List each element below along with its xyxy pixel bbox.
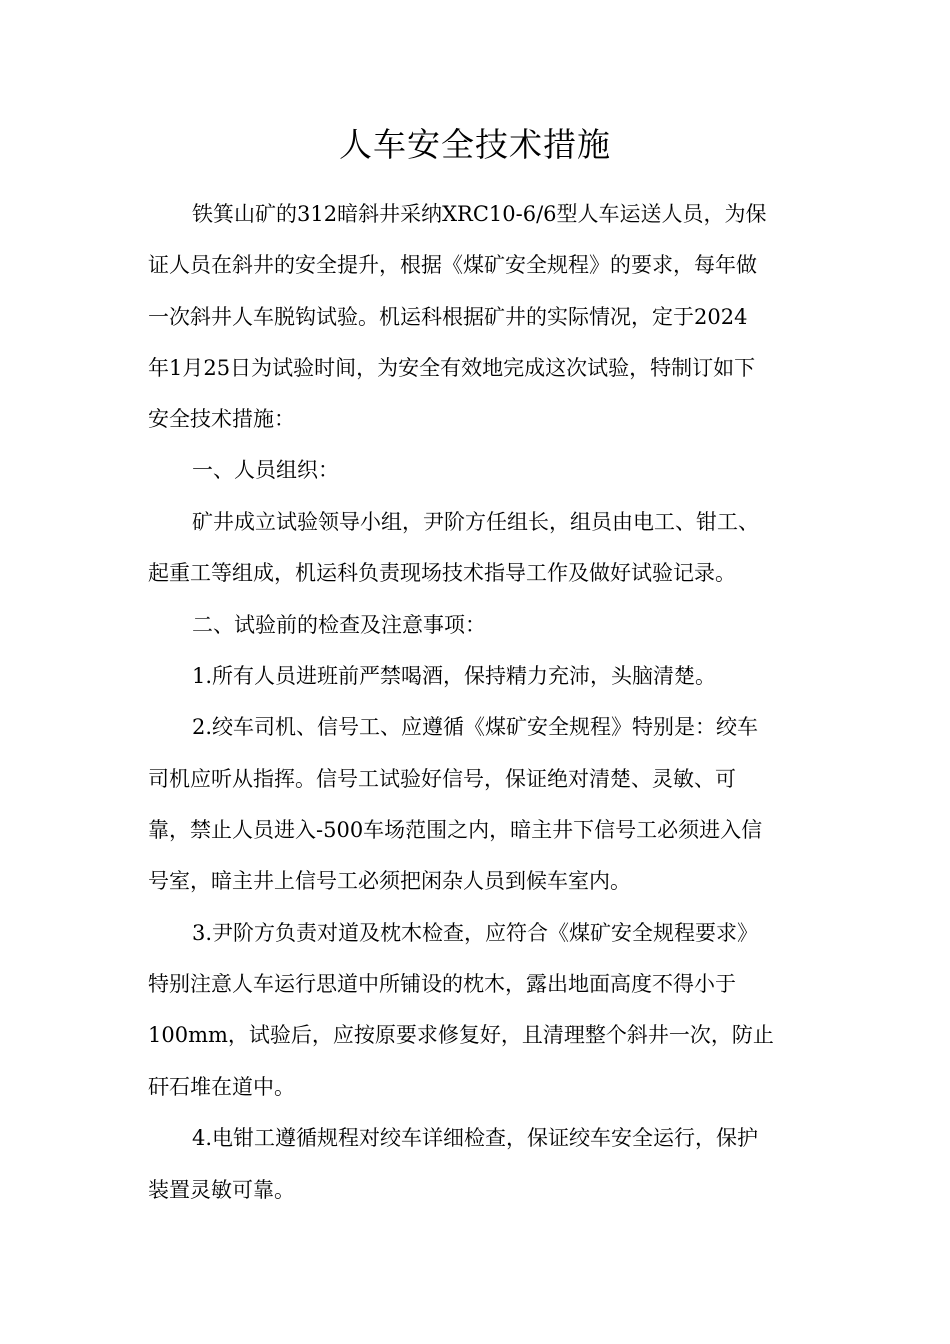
list-item-line: 4.电钳工遵循规程对绞车详细检查，保证绞车安全运行，保护 [192,1126,759,1150]
list-item-line: 装置灵敏可靠。 [148,1178,295,1202]
list-item-line: 3.尹阶方负责对道及枕木检查，应符合《煤矿安全规程要求》 [192,921,759,945]
list-item-line: 100mm，试验后，应按原要求修复好，且清理整个斜井一次，防止 [148,1023,774,1047]
paragraph-line: 一次斜井人车脱钩试验。机运科根据矿井的实际情况，定于2024 [148,305,748,329]
section-heading: 二、试验前的检查及注意事项： [192,613,486,637]
paragraph-line: 铁箕山矿的312暗斜井采纳XRC10-6/6型人车运送人员，为保 [192,202,767,226]
list-item-line: 号室，暗主井上信号工必须把闲杂人员到候车室内。 [148,869,631,893]
list-item-line: 2.绞车司机、信号工、应遵循《煤矿安全规程》特别是：绞车 [192,715,759,739]
list-item-line: 矸石堆在道中。 [148,1075,295,1099]
paragraph-line: 证人员在斜井的安全提升，根据《煤矿安全规程》的要求，每年做 [148,253,757,277]
section-heading: 一、人员组织： [192,458,339,482]
list-item-line: 靠，禁止人员进入-500车场范围之内，暗主井下信号工必须进入信 [148,818,763,842]
list-item-line: 特别注意人车运行思道中所铺设的枕木，露出地面高度不得小于 [148,972,736,996]
paragraph-line: 安全技术措施： [148,407,295,431]
paragraph-line: 起重工等组成，机运科负责现场技术指导工作及做好试验记录。 [148,561,736,585]
paragraph-line: 年1月25日为试验时间，为安全有效地完成这次试验，特制订如下 [148,356,756,380]
document-title: 人车安全技术措施 [339,125,611,164]
paragraph-line: 矿井成立试验领导小组，尹阶方任组长，组员由电工、钳工、 [192,510,759,534]
list-item-line: 司机应听从指挥。信号工试验好信号，保证绝对清楚、灵敏、可 [148,767,736,791]
list-item-line: 1.所有人员进班前严禁喝酒，保持精力充沛，头脑清楚。 [192,664,717,688]
